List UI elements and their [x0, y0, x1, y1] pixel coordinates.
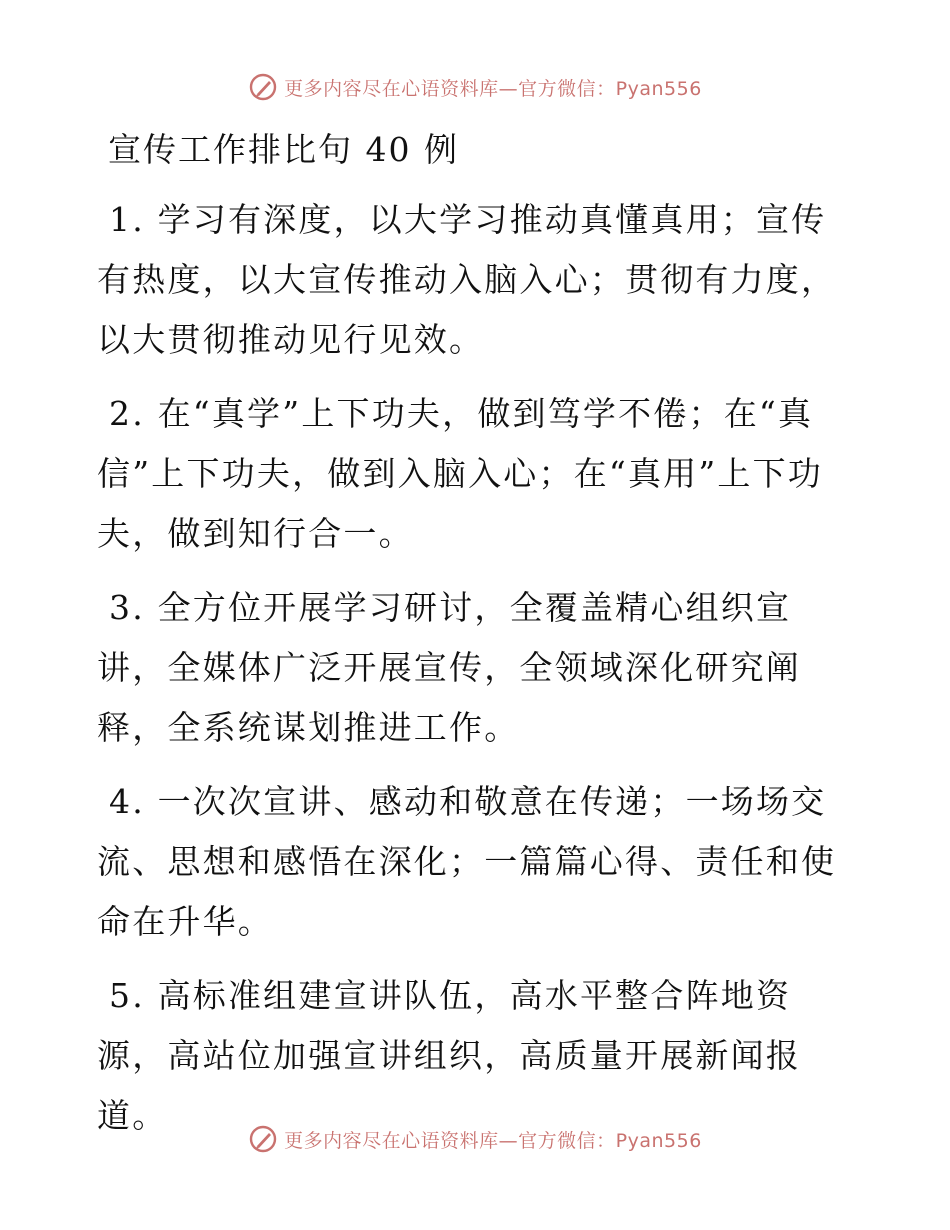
watermark-text: 更多内容尽在心语资料库—官方微信：Pyan556	[284, 1129, 702, 1152]
list-item: 5. 高标准组建宣讲队伍，高水平整合阵地资源，高站位加强宣讲组织，高质量开展新闻报道。	[97, 976, 801, 1135]
list-item: 3. 全方位开展学习研讨，全覆盖精心组织宣讲，全媒体广泛开展宣传，全领域深化研究阐释，全系统谋划推进工作。	[97, 588, 801, 747]
pen-logo-icon	[248, 72, 278, 102]
watermark-text: 更多内容尽在心语资料库—官方微信：Pyan556	[284, 77, 702, 100]
list-item: 1. 学习有深度，以大学习推动真懂真用；宣传有热度，以大宣传推动入脑入心；贯彻有力度，以大贯彻推动见行见效。	[97, 200, 837, 359]
list-item: 2. 在“真学”上下功夫，做到笃学不倦；在“真信”上下功夫，做到入脑入心；在“真用”上下功夫，做到知行合一。	[97, 394, 824, 553]
watermark-footer	[0, 1124, 950, 1154]
list-item: 4. 一次次宣讲、感动和敬意在传递；一场场交流、思想和感悟在深化；一篇篇心得、责任和使命在升华。	[97, 782, 837, 941]
item-list	[97, 190, 857, 1160]
pen-logo-icon	[248, 1124, 278, 1154]
document-title: 宣传工作排比句 40 例	[108, 130, 459, 169]
watermark-header	[0, 72, 950, 102]
